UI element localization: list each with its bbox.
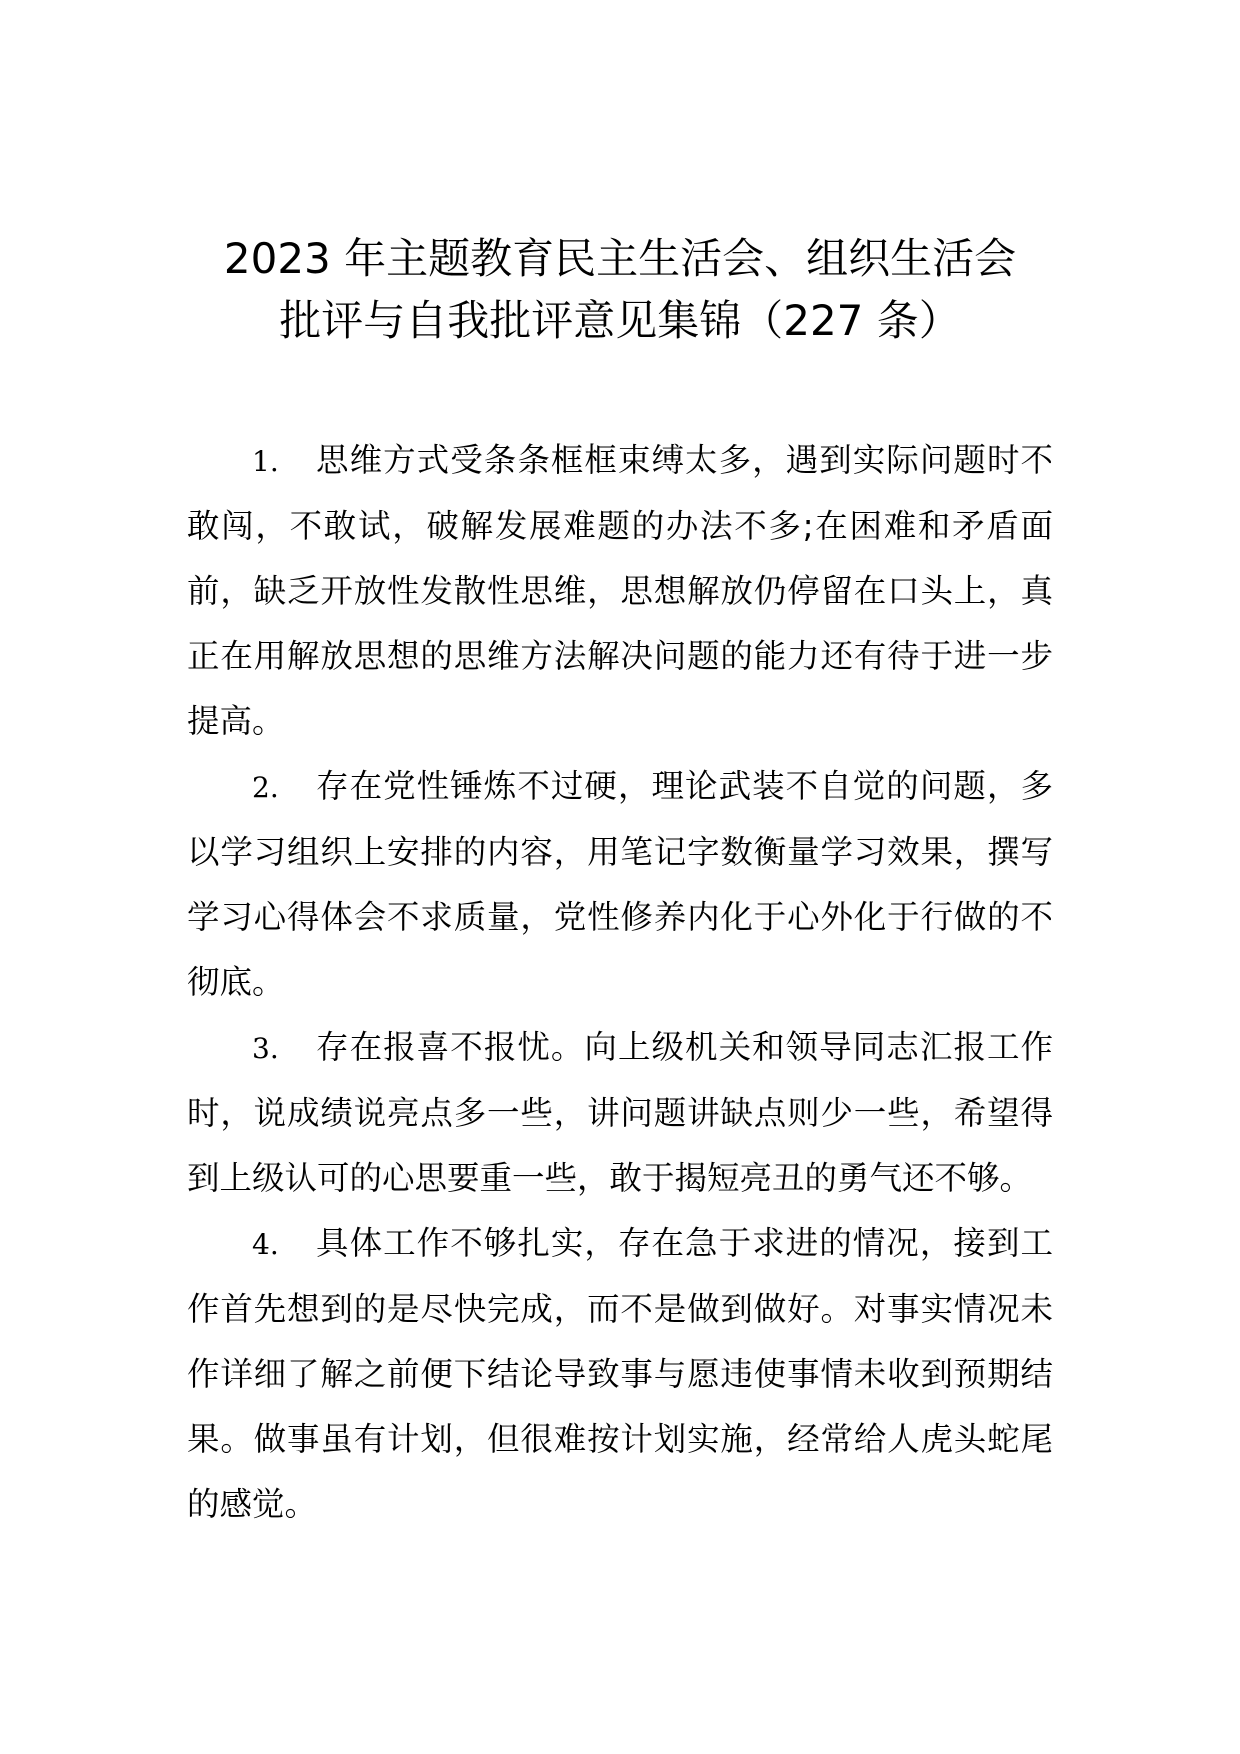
document-body (187, 428, 1053, 1537)
list-item (187, 1211, 1053, 1537)
item-number: 1. (252, 445, 279, 478)
item-text: 存在报喜不报忧。向上级机关和领导同志汇报工作时，说成绩说亮点多一些，讲问题讲缺点则少一些，希望得到上级认可的心思要重一些，敢于揭短亮丑的勇气还不够。 (187, 1028, 1053, 1197)
item-text: 具体工作不够扎实，存在急于求进的情况，接到工作首先想到的是尽快完成，而不是做到做好。对事实情况未作详细了解之前便下结论导致事与愿违使事情未收到预期结果。做事虽有计划，但很难按计划实施，经常给人虎头蛇尾的感觉。 (187, 1224, 1053, 1523)
document-title (140, 228, 1100, 352)
item-number: 4. (252, 1228, 279, 1261)
item-number: 2. (252, 771, 279, 804)
item-number: 3. (252, 1032, 279, 1065)
list-item (187, 754, 1053, 1015)
list-item (187, 1015, 1053, 1211)
list-item (187, 428, 1053, 754)
item-text: 思维方式受条条框框束缚太多，遇到实际问题时不敢闯，不敢试，破解发展难题的办法不多;在困难和矛盾面前，缺乏开放性发散性思维，思想解放仍停留在口头上，真正在用解放思想的思维方法解决问题的能力还有待于进一步提高。 (187, 441, 1053, 740)
title-line-2: 批评与自我批评意见集锦（227 条） (279, 296, 961, 345)
item-text: 存在党性锤炼不过硬，理论武装不自觉的问题，多以学习组织上安排的内容，用笔记字数衡量学习效果，撰写学习心得体会不求质量，党性修养内化于心外化于行做的不彻底。 (187, 767, 1053, 1001)
title-line-1: 2023 年主题教育民主生活会、组织生活会 (223, 234, 1017, 283)
